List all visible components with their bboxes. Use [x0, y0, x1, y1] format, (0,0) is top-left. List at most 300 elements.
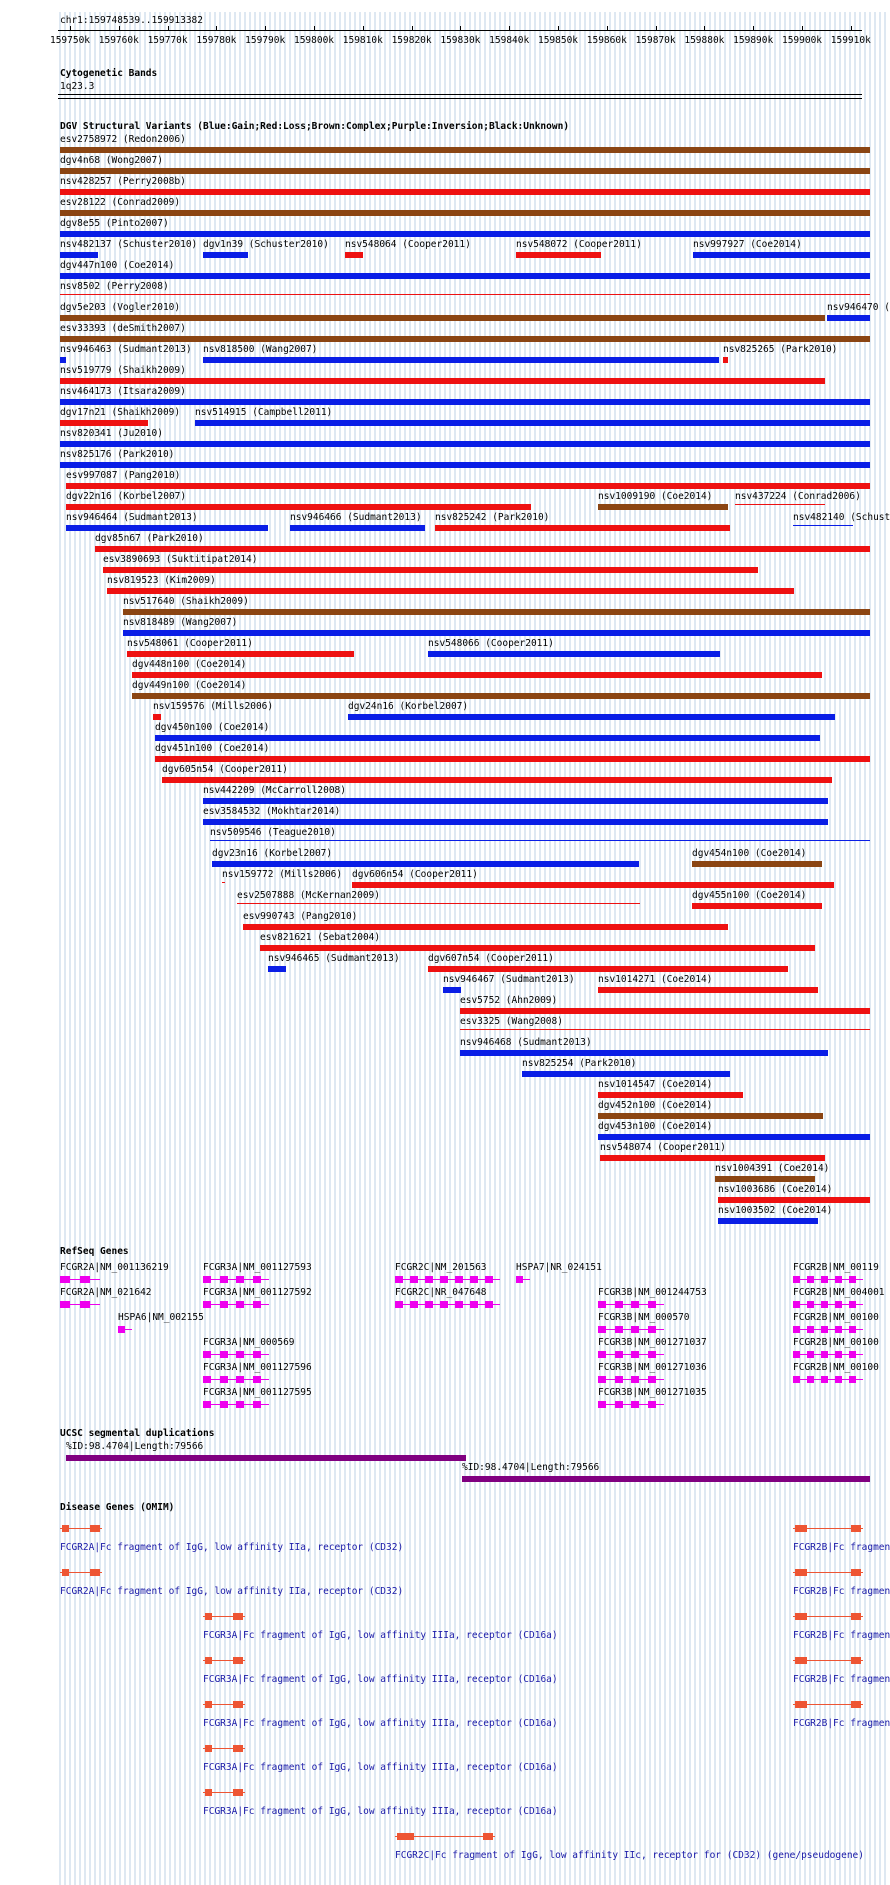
variant-label[interactable]: nsv1003502 (Coe2014): [718, 1205, 833, 1216]
omim-exon[interactable]: [397, 1833, 414, 1840]
variant-label[interactable]: dgv607n54 (Cooper2011): [428, 953, 554, 964]
variant-label[interactable]: nsv464173 (Itsara2009): [60, 386, 186, 397]
variant-label[interactable]: nsv946470 (: [827, 302, 890, 313]
gene-exon[interactable]: [821, 1351, 828, 1358]
variant-label[interactable]: nsv1009190 (Coe2014): [598, 491, 713, 502]
variant-bar[interactable]: [428, 651, 720, 657]
variant-label[interactable]: nsv428257 (Perry2008b): [60, 176, 186, 187]
gene-exon[interactable]: [793, 1351, 800, 1358]
gene-label[interactable]: FCGR2B|NM_00100: [793, 1337, 879, 1348]
gene-label[interactable]: FCGR2B|NM_00119: [793, 1262, 879, 1273]
gene-label[interactable]: FCGR2C|NR_047648: [395, 1287, 487, 1298]
gene-label[interactable]: FCGR3A|NM_001127596: [203, 1362, 312, 1373]
variant-bar[interactable]: [155, 756, 870, 762]
variant-label[interactable]: nsv519779 (Shaikh2009): [60, 365, 186, 376]
variant-bar[interactable]: [60, 315, 825, 321]
omim-label[interactable]: FCGR2B|Fc fragmen: [793, 1586, 890, 1597]
variant-label[interactable]: nsv820341 (Ju2010): [60, 428, 163, 439]
gene-exon[interactable]: [470, 1276, 478, 1283]
variant-label[interactable]: dgv22n16 (Korbel2007): [66, 491, 187, 502]
segdup-label[interactable]: %ID:98.4704|Length:79566: [462, 1462, 600, 1473]
variant-label[interactable]: dgv455n100 (Coe2014): [692, 890, 807, 901]
variant-bar[interactable]: [153, 714, 161, 720]
omim-exon[interactable]: [233, 1657, 243, 1664]
segdup-label[interactable]: %ID:98.4704|Length:79566: [66, 1441, 204, 1452]
gene-exon[interactable]: [236, 1276, 244, 1283]
variant-label[interactable]: nsv825242 (Park2010): [435, 512, 550, 523]
gene-label[interactable]: FCGR3B|NM_001271035: [598, 1387, 707, 1398]
variant-label[interactable]: dgv85n67 (Park2010): [95, 533, 204, 544]
gene-exon[interactable]: [598, 1301, 606, 1308]
gene-exon[interactable]: [516, 1276, 523, 1283]
variant-bar[interactable]: [718, 1197, 870, 1203]
gene-exon[interactable]: [807, 1301, 814, 1308]
omim-exon[interactable]: [851, 1701, 861, 1708]
gene-exon[interactable]: [470, 1301, 478, 1308]
gene-exon[interactable]: [793, 1276, 800, 1283]
omim-exon[interactable]: [795, 1657, 807, 1664]
variant-label[interactable]: nsv825176 (Park2010): [60, 449, 175, 460]
gene-exon[interactable]: [485, 1276, 493, 1283]
gene-exon[interactable]: [425, 1301, 433, 1308]
variant-label[interactable]: dgv605n54 (Cooper2011): [162, 764, 288, 775]
gene-exon[interactable]: [807, 1376, 814, 1383]
variant-label[interactable]: nsv1014547 (Coe2014): [598, 1079, 713, 1090]
variant-label[interactable]: nsv819523 (Kim2009): [107, 575, 216, 586]
variant-label[interactable]: nsv442209 (McCarroll2008): [203, 785, 346, 796]
variant-bar[interactable]: [516, 252, 601, 258]
gene-exon[interactable]: [60, 1276, 70, 1283]
variant-bar[interactable]: [123, 609, 870, 615]
variant-bar[interactable]: [428, 966, 788, 972]
variant-bar[interactable]: [203, 819, 828, 825]
variant-label[interactable]: nsv946467 (Sudmant2013): [443, 974, 575, 985]
gene-label[interactable]: FCGR2B|NM_00100: [793, 1312, 879, 1323]
variant-bar[interactable]: [715, 1176, 815, 1182]
gene-exon[interactable]: [220, 1376, 228, 1383]
variant-bar[interactable]: [60, 399, 870, 405]
gene-exon[interactable]: [253, 1276, 261, 1283]
variant-bar[interactable]: [693, 252, 870, 258]
variant-bar[interactable]: [66, 525, 268, 531]
gene-exon[interactable]: [410, 1276, 418, 1283]
gene-label[interactable]: FCGR2C|NM_201563: [395, 1262, 487, 1273]
variant-bar[interactable]: [60, 462, 870, 468]
variant-bar[interactable]: [203, 357, 719, 363]
gene-exon[interactable]: [253, 1376, 261, 1383]
variant-bar[interactable]: [60, 252, 98, 258]
variant-bar[interactable]: [352, 882, 834, 888]
variant-label[interactable]: dgv448n100 (Coe2014): [132, 659, 247, 670]
variant-bar[interactable]: [155, 735, 820, 741]
gene-exon[interactable]: [118, 1326, 125, 1333]
variant-bar[interactable]: [443, 987, 461, 993]
gene-exon[interactable]: [807, 1351, 814, 1358]
variant-bar[interactable]: [290, 525, 425, 531]
gene-exon[interactable]: [615, 1401, 623, 1408]
variant-bar[interactable]: [460, 1029, 870, 1030]
variant-bar[interactable]: [522, 1071, 730, 1077]
variant-bar[interactable]: [598, 1134, 870, 1140]
gene-exon[interactable]: [203, 1301, 211, 1308]
omim-exon[interactable]: [795, 1701, 807, 1708]
variant-label[interactable]: nsv548066 (Cooper2011): [428, 638, 554, 649]
variant-bar[interactable]: [123, 630, 870, 636]
omim-exon[interactable]: [851, 1525, 861, 1532]
gene-exon[interactable]: [793, 1326, 800, 1333]
variant-label[interactable]: nsv548074 (Cooper2011): [600, 1142, 726, 1153]
gene-exon[interactable]: [236, 1351, 244, 1358]
variant-label[interactable]: dgv606n54 (Cooper2011): [352, 869, 478, 880]
gene-exon[interactable]: [849, 1276, 856, 1283]
cyto-title: Cytogenetic Bands: [60, 68, 158, 79]
variant-bar[interactable]: [127, 651, 354, 657]
omim-label[interactable]: FCGR2B|Fc fragmen: [793, 1542, 890, 1553]
variant-bar[interactable]: [827, 315, 870, 321]
gene-exon[interactable]: [203, 1376, 211, 1383]
variant-bar[interactable]: [60, 357, 66, 363]
gene-exon[interactable]: [648, 1326, 656, 1333]
variant-bar[interactable]: [210, 840, 870, 841]
variant-label[interactable]: esv5752 (Ahn2009): [460, 995, 558, 1006]
gene-exon[interactable]: [80, 1301, 90, 1308]
variant-bar[interactable]: [203, 252, 248, 258]
variant-bar[interactable]: [735, 504, 825, 505]
variant-label[interactable]: nsv159772 (Mills2006): [222, 869, 343, 880]
variant-label[interactable]: dgv453n100 (Coe2014): [598, 1121, 713, 1132]
gene-exon[interactable]: [631, 1401, 639, 1408]
gene-exon[interactable]: [631, 1351, 639, 1358]
variant-label[interactable]: nsv1003686 (Coe2014): [718, 1184, 833, 1195]
variant-label[interactable]: nsv517640 (Shaikh2009): [123, 596, 249, 607]
gene-exon[interactable]: [648, 1401, 656, 1408]
variant-label[interactable]: dgv5e203 (Vogler2010): [60, 302, 181, 313]
gene-exon[interactable]: [648, 1376, 656, 1383]
gene-exon[interactable]: [821, 1301, 828, 1308]
gene-label[interactable]: FCGR2B|NM_00100: [793, 1362, 879, 1373]
omim-exon[interactable]: [233, 1745, 243, 1752]
variant-bar[interactable]: [60, 378, 825, 384]
gene-exon[interactable]: [203, 1276, 211, 1283]
omim-label[interactable]: FCGR2B|Fc fragmen: [793, 1630, 890, 1641]
gene-exon[interactable]: [410, 1301, 418, 1308]
variant-bar[interactable]: [598, 1113, 823, 1119]
gene-label[interactable]: FCGR3B|NM_001271036: [598, 1362, 707, 1373]
gene-exon[interactable]: [440, 1301, 448, 1308]
variant-label[interactable]: nsv548061 (Cooper2011): [127, 638, 253, 649]
omim-label[interactable]: FCGR2B|Fc fragmen: [793, 1674, 890, 1685]
variant-label[interactable]: nsv159576 (Mills2006): [153, 701, 274, 712]
gene-label[interactable]: FCGR3A|NM_001127595: [203, 1387, 312, 1398]
variant-label[interactable]: dgv24n16 (Korbel2007): [348, 701, 469, 712]
omim-exon[interactable]: [205, 1789, 212, 1796]
variant-label[interactable]: esv2758972 (Redon2006): [60, 134, 186, 145]
ruler-tick-label: 159760k: [98, 35, 139, 46]
variant-bar[interactable]: [66, 504, 531, 510]
variant-bar[interactable]: [598, 504, 728, 510]
gene-exon[interactable]: [80, 1276, 90, 1283]
variant-bar[interactable]: [348, 714, 835, 720]
variant-bar[interactable]: [260, 945, 815, 951]
omim-exon[interactable]: [851, 1657, 861, 1664]
gene-label[interactable]: HSPA7|NR_024151: [516, 1262, 602, 1273]
variant-bar[interactable]: [460, 1008, 870, 1014]
omim-exon[interactable]: [851, 1613, 861, 1620]
variant-label[interactable]: nsv8502 (Perry2008): [60, 281, 169, 292]
omim-exon[interactable]: [233, 1613, 243, 1620]
variant-label[interactable]: dgv8e55 (Pinto2007): [60, 218, 169, 229]
variant-bar[interactable]: [460, 1050, 828, 1056]
gene-exon[interactable]: [485, 1301, 493, 1308]
variant-bar[interactable]: [195, 420, 870, 426]
omim-exon[interactable]: [851, 1569, 861, 1576]
gene-label[interactable]: FCGR3A|NM_000569: [203, 1337, 295, 1348]
variant-bar[interactable]: [60, 273, 870, 279]
gene-exon[interactable]: [631, 1376, 639, 1383]
variant-bar[interactable]: [60, 147, 870, 153]
omim-label[interactable]: FCGR2B|Fc fragmen: [793, 1718, 890, 1729]
omim-label[interactable]: FCGR3A|Fc fragment of IgG, low affinity IIIa, receptor (CD16a): [203, 1718, 558, 1729]
variant-label[interactable]: nsv946466 (Sudmant2013): [290, 512, 422, 523]
gene-exon[interactable]: [598, 1401, 606, 1408]
variant-label[interactable]: nsv946468 (Sudmant2013): [460, 1037, 592, 1048]
variant-label[interactable]: nsv482140 (Schust: [793, 512, 890, 523]
variant-bar[interactable]: [723, 357, 728, 363]
variant-label[interactable]: dgv4n68 (Wong2007): [60, 155, 163, 166]
gene-exon[interactable]: [220, 1401, 228, 1408]
gene-exon[interactable]: [793, 1376, 800, 1383]
gene-label[interactable]: FCGR3A|NM_001127592: [203, 1287, 312, 1298]
variant-bar[interactable]: [132, 693, 870, 699]
gene-exon[interactable]: [425, 1276, 433, 1283]
variant-label[interactable]: esv990743 (Pang2010): [243, 911, 358, 922]
gene-exon[interactable]: [821, 1276, 828, 1283]
variant-label[interactable]: nsv1014271 (Coe2014): [598, 974, 713, 985]
variant-bar[interactable]: [435, 525, 730, 531]
variant-bar[interactable]: [60, 336, 870, 342]
variant-bar[interactable]: [600, 1155, 825, 1161]
variant-bar[interactable]: [237, 903, 640, 904]
variant-label[interactable]: nsv997927 (Coe2014): [693, 239, 802, 250]
variant-label[interactable]: dgv1n39 (Schuster2010): [203, 239, 329, 250]
variant-label[interactable]: esv2507888 (McKernan2009): [237, 890, 380, 901]
gene-label[interactable]: FCGR3A|NM_001127593: [203, 1262, 312, 1273]
gene-exon[interactable]: [598, 1326, 606, 1333]
gene-exon[interactable]: [236, 1301, 244, 1308]
gene-exon[interactable]: [821, 1376, 828, 1383]
variant-label[interactable]: esv3325 (Wang2008): [460, 1016, 563, 1027]
variant-bar[interactable]: [345, 252, 363, 258]
variant-label[interactable]: dgv17n21 (Shaikh2009): [60, 407, 181, 418]
variant-bar[interactable]: [212, 861, 639, 867]
gene-exon[interactable]: [648, 1351, 656, 1358]
variant-bar[interactable]: [107, 588, 794, 594]
omim-label[interactable]: FCGR2A|Fc fragment of IgG, low affinity IIa, receptor (CD32): [60, 1542, 404, 1553]
omim-exon[interactable]: [795, 1569, 807, 1576]
gene-exon[interactable]: [615, 1351, 623, 1358]
omim-exon[interactable]: [483, 1833, 493, 1840]
variant-bar[interactable]: [60, 189, 870, 195]
gene-label[interactable]: FCGR2A|NM_021642: [60, 1287, 152, 1298]
variant-label[interactable]: esv33393 (deSmith2007): [60, 323, 186, 334]
variant-bar[interactable]: [60, 210, 870, 216]
variant-bar[interactable]: [60, 420, 148, 426]
variant-label[interactable]: nsv818500 (Wang2007): [203, 344, 318, 355]
gene-exon[interactable]: [835, 1376, 842, 1383]
variant-label[interactable]: nsv946464 (Sudmant2013): [66, 512, 198, 523]
segdup-bar[interactable]: [66, 1455, 466, 1461]
gene-label[interactable]: FCGR2A|NM_001136219: [60, 1262, 169, 1273]
gene-exon[interactable]: [835, 1301, 842, 1308]
variant-label[interactable]: dgv23n16 (Korbel2007): [212, 848, 333, 859]
variant-label[interactable]: nsv818489 (Wang2007): [123, 617, 238, 628]
omim-exon[interactable]: [205, 1657, 212, 1664]
segdup-bar[interactable]: [462, 1476, 870, 1482]
gene-exon[interactable]: [849, 1326, 856, 1333]
gene-label[interactable]: FCGR3B|NM_001271037: [598, 1337, 707, 1348]
ruler-tick-label: 159870k: [635, 35, 676, 46]
omim-label[interactable]: FCGR2A|Fc fragment of IgG, low affinity IIa, receptor (CD32): [60, 1586, 404, 1597]
omim-exon[interactable]: [62, 1525, 69, 1532]
variant-bar[interactable]: [598, 987, 818, 993]
gene-exon[interactable]: [220, 1301, 228, 1308]
variant-label[interactable]: nsv548064 (Cooper2011): [345, 239, 471, 250]
variant-label[interactable]: nsv946465 (Sudmant2013): [268, 953, 400, 964]
gene-exon[interactable]: [253, 1401, 261, 1408]
variant-bar[interactable]: [793, 525, 853, 526]
variant-bar[interactable]: [60, 294, 870, 295]
omim-exon[interactable]: [795, 1613, 807, 1620]
gene-exon[interactable]: [455, 1276, 463, 1283]
variant-label[interactable]: dgv450n100 (Coe2014): [155, 722, 270, 733]
gene-label[interactable]: FCGR3B|NM_000570: [598, 1312, 690, 1323]
variant-label[interactable]: nsv1004391 (Coe2014): [715, 1163, 830, 1174]
variant-bar[interactable]: [243, 924, 728, 930]
gene-exon[interactable]: [631, 1301, 639, 1308]
omim-label[interactable]: FCGR2C|Fc fragment of IgG, low affinity IIc, receptor for (CD32) (gene/pseudogene): [395, 1850, 864, 1861]
variant-bar[interactable]: [60, 441, 870, 447]
variant-label[interactable]: nsv548072 (Cooper2011): [516, 239, 642, 250]
variant-bar[interactable]: [718, 1218, 818, 1224]
variant-label[interactable]: dgv449n100 (Coe2014): [132, 680, 247, 691]
gene-exon[interactable]: [203, 1351, 211, 1358]
variant-bar[interactable]: [222, 882, 225, 883]
gene-exon[interactable]: [807, 1276, 814, 1283]
variant-bar[interactable]: [268, 966, 286, 972]
omim-label[interactable]: FCGR3A|Fc fragment of IgG, low affinity IIIa, receptor (CD16a): [203, 1762, 558, 1773]
variant-label[interactable]: esv997087 (Pang2010): [66, 470, 181, 481]
gene-exon[interactable]: [631, 1326, 639, 1333]
gene-exon[interactable]: [615, 1376, 623, 1383]
omim-exon[interactable]: [205, 1701, 212, 1708]
gene-exon[interactable]: [455, 1301, 463, 1308]
variant-bar[interactable]: [203, 798, 828, 804]
gene-exon[interactable]: [253, 1301, 261, 1308]
omim-exon[interactable]: [62, 1569, 69, 1576]
variant-label[interactable]: nsv825254 (Park2010): [522, 1058, 637, 1069]
omim-label[interactable]: FCGR3A|Fc fragment of IgG, low affinity IIIa, receptor (CD16a): [203, 1674, 558, 1685]
gene-exon[interactable]: [203, 1401, 211, 1408]
gene-exon[interactable]: [821, 1326, 828, 1333]
variant-bar[interactable]: [162, 777, 832, 783]
variant-bar[interactable]: [132, 672, 822, 678]
variant-label[interactable]: nsv825265 (Park2010): [723, 344, 838, 355]
variant-label[interactable]: dgv454n100 (Coe2014): [692, 848, 807, 859]
ruler-tick-mark: [363, 26, 364, 31]
ruler-tick-mark: [509, 26, 510, 31]
gene-exon[interactable]: [793, 1301, 800, 1308]
variant-bar[interactable]: [103, 567, 758, 573]
gene-exon[interactable]: [807, 1326, 814, 1333]
gene-exon[interactable]: [253, 1351, 261, 1358]
gene-exon[interactable]: [849, 1376, 856, 1383]
omim-exon[interactable]: [90, 1569, 100, 1576]
variant-label[interactable]: esv3890693 (Suktitipat2014): [103, 554, 258, 565]
variant-label[interactable]: nsv946463 (Sudmant2013): [60, 344, 192, 355]
gene-exon[interactable]: [236, 1401, 244, 1408]
variant-label[interactable]: dgv452n100 (Coe2014): [598, 1100, 713, 1111]
gene-label[interactable]: FCGR2B|NM_004001: [793, 1287, 885, 1298]
omim-exon[interactable]: [233, 1701, 243, 1708]
gene-exon[interactable]: [615, 1326, 623, 1333]
variant-label[interactable]: nsv514915 (Campbell2011): [195, 407, 333, 418]
variant-label[interactable]: dgv451n100 (Coe2014): [155, 743, 270, 754]
gene-label[interactable]: HSPA6|NM_002155: [118, 1312, 204, 1323]
gene-exon[interactable]: [395, 1301, 403, 1308]
ruler-tick-mark: [460, 26, 461, 31]
omim-exon[interactable]: [205, 1745, 212, 1752]
gene-exon[interactable]: [835, 1326, 842, 1333]
variant-label[interactable]: nsv482137 (Schuster2010): [60, 239, 198, 250]
gene-exon[interactable]: [60, 1301, 70, 1308]
gene-exon[interactable]: [615, 1301, 623, 1308]
variant-label[interactable]: esv3584532 (Mokhtar2014): [203, 806, 341, 817]
omim-exon[interactable]: [205, 1613, 212, 1620]
variant-label[interactable]: esv28122 (Conrad2009): [60, 197, 181, 208]
gene-exon[interactable]: [598, 1376, 606, 1383]
ruler-tick-label: 159830k: [440, 35, 481, 46]
gene-exon[interactable]: [648, 1301, 656, 1308]
gene-exon[interactable]: [835, 1351, 842, 1358]
gene-exon[interactable]: [220, 1276, 228, 1283]
variant-bar[interactable]: [598, 1092, 743, 1098]
variant-bar[interactable]: [60, 231, 870, 237]
variant-label[interactable]: nsv437224 (Conrad2006): [735, 491, 861, 502]
gene-exon[interactable]: [395, 1276, 403, 1283]
variant-bar[interactable]: [60, 168, 870, 174]
gene-label[interactable]: FCGR3B|NM_001244753: [598, 1287, 707, 1298]
variant-label[interactable]: nsv509546 (Teague2010): [210, 827, 336, 838]
gene-exon[interactable]: [440, 1276, 448, 1283]
variant-bar[interactable]: [66, 483, 870, 489]
omim-label[interactable]: FCGR3A|Fc fragment of IgG, low affinity IIIa, receptor (CD16a): [203, 1806, 558, 1817]
gene-exon[interactable]: [835, 1276, 842, 1283]
omim-exon[interactable]: [90, 1525, 100, 1532]
variant-bar[interactable]: [692, 903, 822, 909]
gene-exon[interactable]: [236, 1376, 244, 1383]
variant-bar[interactable]: [692, 861, 822, 867]
gene-exon[interactable]: [598, 1351, 606, 1358]
variant-label[interactable]: esv821621 (Sebat2004): [260, 932, 381, 943]
omim-exon[interactable]: [233, 1789, 243, 1796]
variant-label[interactable]: dgv447n100 (Coe2014): [60, 260, 175, 271]
gene-exon[interactable]: [849, 1301, 856, 1308]
variant-bar[interactable]: [95, 546, 870, 552]
omim-exon[interactable]: [795, 1525, 807, 1532]
omim-label[interactable]: FCGR3A|Fc fragment of IgG, low affinity IIIa, receptor (CD16a): [203, 1630, 558, 1641]
gene-exon[interactable]: [220, 1351, 228, 1358]
gene-exon[interactable]: [849, 1351, 856, 1358]
